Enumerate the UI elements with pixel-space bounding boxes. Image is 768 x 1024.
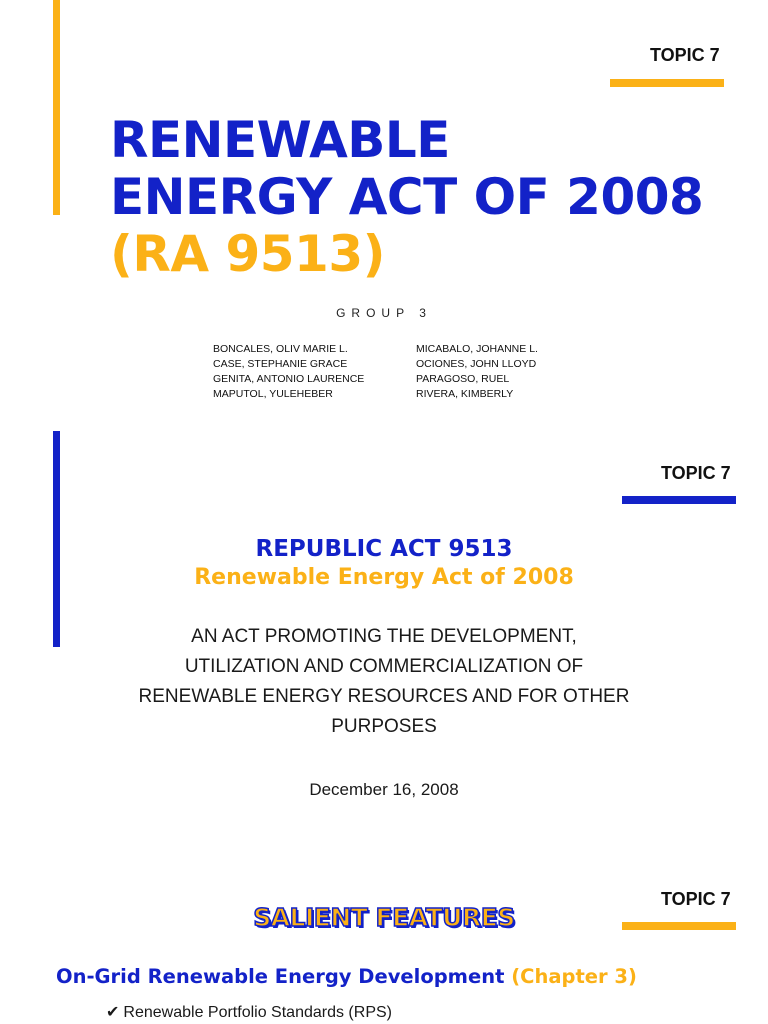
- salient-features-heading: SALIENT FEATURES: [253, 903, 515, 932]
- description-line: PURPOSES: [331, 716, 437, 737]
- members-left: [213, 342, 364, 402]
- member-name: GENITA, ANTONIO LAURENCE: [213, 373, 365, 385]
- main-title: [110, 112, 703, 283]
- topic-label: TOPIC 7: [661, 889, 731, 909]
- member-name: BONCALES, OLIV MARIE L.: [213, 343, 348, 355]
- member-name: MICABALO, JOHANNE L.: [416, 343, 538, 355]
- ra-heading: REPUBLIC ACT 9513: [255, 536, 513, 562]
- member-name: RIVERA, KIMBERLY: [416, 388, 514, 400]
- member-name: OCIONES, JOHN LLOYD: [416, 358, 537, 370]
- topic-underline: [622, 496, 736, 504]
- act-date: December 16, 2008: [309, 780, 459, 799]
- description-line: UTILIZATION AND COMMERCIALIZATION OF: [184, 656, 584, 677]
- accent-bar-yellow: [53, 0, 60, 215]
- member-name: PARAGOSO, RUEL: [416, 373, 510, 385]
- description-line: RENEWABLE ENERGY RESOURCES AND FOR OTHER: [138, 686, 630, 707]
- chapter-title: On-Grid Renewable Energy Development: [56, 965, 505, 988]
- check-icon: ✔: [106, 1004, 120, 1021]
- group-label: GROUP 3: [336, 306, 432, 320]
- title-line-2: ENERGY ACT OF 2008: [110, 168, 704, 226]
- title-accent: (RA 9513): [110, 225, 385, 283]
- bullet-item: [106, 1002, 392, 1022]
- bullet-text: Renewable Portfolio Standards (RPS): [123, 1004, 392, 1021]
- ra-subheading: Renewable Energy Act of 2008: [194, 565, 574, 590]
- chapter-heading: [56, 965, 637, 988]
- member-name: CASE, STEPHANIE GRACE: [213, 358, 348, 370]
- members-right: [416, 342, 538, 402]
- member-name: MAPUTOL, YULEHEBER: [213, 388, 333, 400]
- topic-underline: [610, 79, 724, 87]
- description-line: AN ACT PROMOTING THE DEVELOPMENT,: [191, 626, 577, 647]
- chapter-number: (Chapter 3): [511, 965, 637, 988]
- topic-label: TOPIC 7: [650, 45, 720, 65]
- topic-label: TOPIC 7: [661, 463, 731, 483]
- title-line-1: RENEWABLE: [110, 111, 450, 169]
- act-description: [84, 622, 684, 742]
